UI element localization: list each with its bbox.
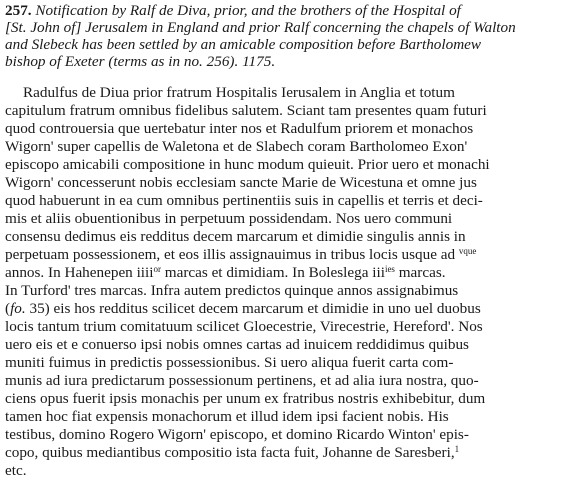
body-line-11-c: marcas. xyxy=(394,264,446,281)
body-line-9: consensu dedimus eis redditus decem marcarum et dimidie singulis annis in xyxy=(5,228,466,245)
superscript-or: or xyxy=(153,264,161,274)
body-line-1: Radulfus de Diua prior fratrum Hospitalis Ierusalem in Anglia et totum xyxy=(23,84,455,101)
body-line-16: muniti fuimus in predictis possessionibus. Si uero aliqua fuerit carta com- xyxy=(5,354,454,371)
body-line-10-text: perpetuam possessionem, et eos illis assignauimus in tribus locis usque ad xyxy=(5,246,456,263)
body-line-18: ciens opus fuerit ipsis monachis per unum ex fratribus nostris exhibebitur, dum xyxy=(5,390,486,407)
entry-heading-line-3: and Slebeck has been settled by an amicable composition before Bartholomew xyxy=(5,36,482,53)
body-line-4: Wigorn' super capellis de Waletona et de Slabech coram Bartholomeo Exon' xyxy=(5,138,468,155)
entry-heading-line-4: bishop of Exeter (terms as in no. 256). 1175. xyxy=(5,53,276,70)
entry-heading-line-2: [St. John of] Jerusalem in England and prior Ralf concerning the chapels of Walton xyxy=(5,19,516,36)
body-line-11 xyxy=(5,264,446,281)
body-line-6: Wigorn' concesserunt nobis ecclesiam sancte Marie de Wicestuna et omne jus xyxy=(5,174,477,191)
body-line-7: quod habuerunt in ea cum omnibus pertinentiis suis in capellis et terris et deci- xyxy=(5,192,483,209)
body-line-22: etc. xyxy=(5,462,27,479)
body-line-20: testibus, domino Rogero Wigorn' episcopo, et domino Ricardo Winton' epis- xyxy=(5,426,469,443)
footnote-marker: 1 xyxy=(454,444,460,454)
body-line-3: quod controuersia que uertebatur inter nos et Radulfum priorem et monachos xyxy=(5,120,474,137)
entry-heading-line-1 xyxy=(5,2,571,19)
body-line-21-text: copo, quibus mediantibus compositio ista facta fuit, Johanne de Saresberi, xyxy=(5,444,455,461)
body-line-21 xyxy=(5,444,459,461)
body-line-11-a: annos. In Hahenepen iiii xyxy=(5,264,154,281)
body-line-13: (fo. 35) eis hos redditus scilicet decem marcarum et dimidie in uno uel duobus xyxy=(5,300,481,317)
superscript-ies: ies xyxy=(384,264,395,274)
superscript-vque: vque xyxy=(458,246,477,256)
heading-text-1: Notification by Ralf de Diva, prior, and the brothers of the Hospital of xyxy=(35,2,461,19)
folio-reference: fo. xyxy=(10,300,26,317)
body-line-10 xyxy=(5,246,476,263)
body-line-5: episcopo amicabili compositione in hunc modum quieuit. Prior uero et monachi xyxy=(5,156,490,173)
body-line-11-b: marcas et dimidiam. In Boleslega iii xyxy=(160,264,385,281)
body-line-12: In Turford' tres marcas. Infra autem predictos quinque annos assignabimus xyxy=(5,282,459,299)
entry-number: 257. xyxy=(5,2,32,19)
body-line-14: locis tantum trium comitatuum scilicet Gloecestrie, Virecestrie, Hereford'. Nos xyxy=(5,318,483,335)
body-line-15: uero eis et e conuerso ipsi nobis omnes cartas ad inuicem reddidimus quibus xyxy=(5,336,469,353)
body-line-8: mis et aliis obuentionibus in perpetuum possidendam. Nos uero communi xyxy=(5,210,453,227)
body-line-17: munis ad iura predictarum possessionum pertinens, et ad alia iura nostra, quo- xyxy=(5,372,479,389)
body-line-2: capitulum fratrum omnibus fidelibus salutem. Sciant tam presentes quam futuri xyxy=(5,102,487,119)
body-line-19: tamen hoc fiat expensis monachorum et illud idem ipsi facient nobis. His xyxy=(5,408,449,425)
